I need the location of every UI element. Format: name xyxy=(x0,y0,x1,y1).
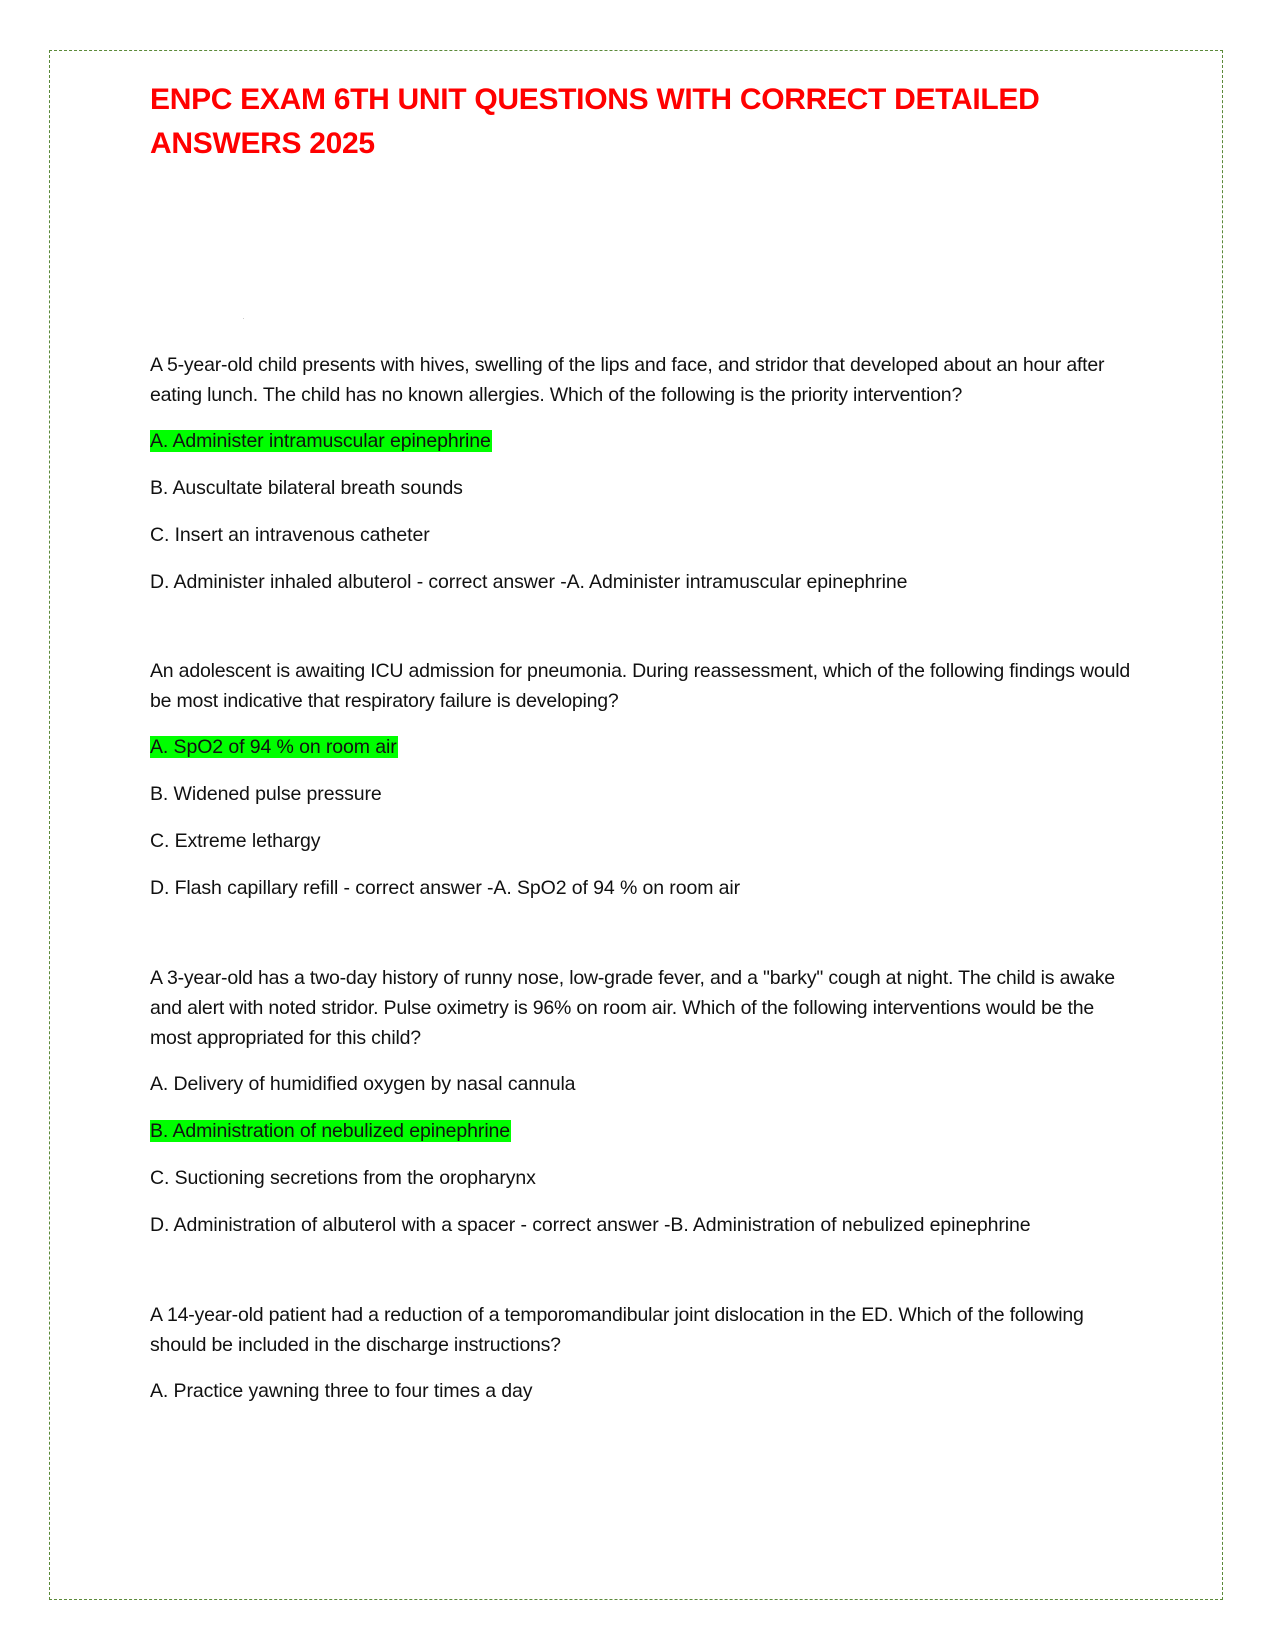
option-a xyxy=(150,426,1130,456)
option-c: C. Suctioning secretions from the oropharynx xyxy=(150,1167,536,1189)
option-b: B. Auscultate bilateral breath sounds xyxy=(150,477,463,499)
option-d-with-answer: D. Administer inhaled albuterol - correct answer -A. Administer intramuscular epinephrine xyxy=(150,571,908,593)
question-2 xyxy=(150,656,1130,903)
question-stem: A 3-year-old has a two-day history of runny nose, low-grade fever, and a "barky" cough at night. The child is awake and alert with noted stridor. Pulse oximetry is 96% on room air. Which of the following interventions would be the most appropriated for this child? xyxy=(150,967,1115,1049)
option-c: C. Insert an intravenous catheter xyxy=(150,524,430,546)
highlighted-answer: A. Administer intramuscular epinephrine xyxy=(150,430,491,452)
document-header xyxy=(150,78,1130,166)
question-4 xyxy=(150,1300,1130,1406)
option-b xyxy=(150,1116,1130,1146)
questions-list xyxy=(150,350,1130,1423)
document-title: ENPC EXAM 6TH UNIT QUESTIONS WITH CORRECT DETAILED ANSWERS 2025 xyxy=(150,83,1040,160)
question-separator xyxy=(150,614,1130,656)
option-a: A. Practice yawning three to four times a day xyxy=(150,1380,533,1402)
option-d-with-answer: D. Administration of albuterol with a spacer - correct answer -B. Administration of nebulized epinephrine xyxy=(150,1214,1031,1236)
option-d-with-answer: D. Flash capillary refill - correct answer -A. SpO2 of 94 % on room air xyxy=(150,877,741,899)
option-a: A. Delivery of humidified oxygen by nasal cannula xyxy=(150,1073,576,1095)
question-3 xyxy=(150,963,1130,1240)
highlighted-answer: A. SpO2 of 94 % on room air xyxy=(150,736,397,758)
highlighted-answer: B. Administration of nebulized epinephrine xyxy=(150,1120,511,1142)
question-stem: A 14-year-old patient had a reduction of a temporomandibular joint dislocation in the ED. Which of the following should be included in the discharge instructions? xyxy=(150,1304,1084,1356)
option-b: B. Widened pulse pressure xyxy=(150,783,382,805)
question-1 xyxy=(150,350,1130,597)
question-separator xyxy=(150,1257,1130,1300)
question-stem: A 5-year-old child presents with hives, swelling of the lips and face, and stridor that developed about an hour after eating lunch. The child has no known allergies. Which of the following is the priority intervention? xyxy=(150,354,1105,406)
question-stem: An adolescent is awaiting ICU admission for pneumonia. During reassessment, which of the following findings would be most indicative that respiratory failure is developing? xyxy=(150,660,1131,712)
stray-mark xyxy=(243,318,244,319)
option-a xyxy=(150,732,1130,762)
option-c: C. Extreme lethargy xyxy=(150,830,321,852)
question-separator xyxy=(150,920,1130,963)
